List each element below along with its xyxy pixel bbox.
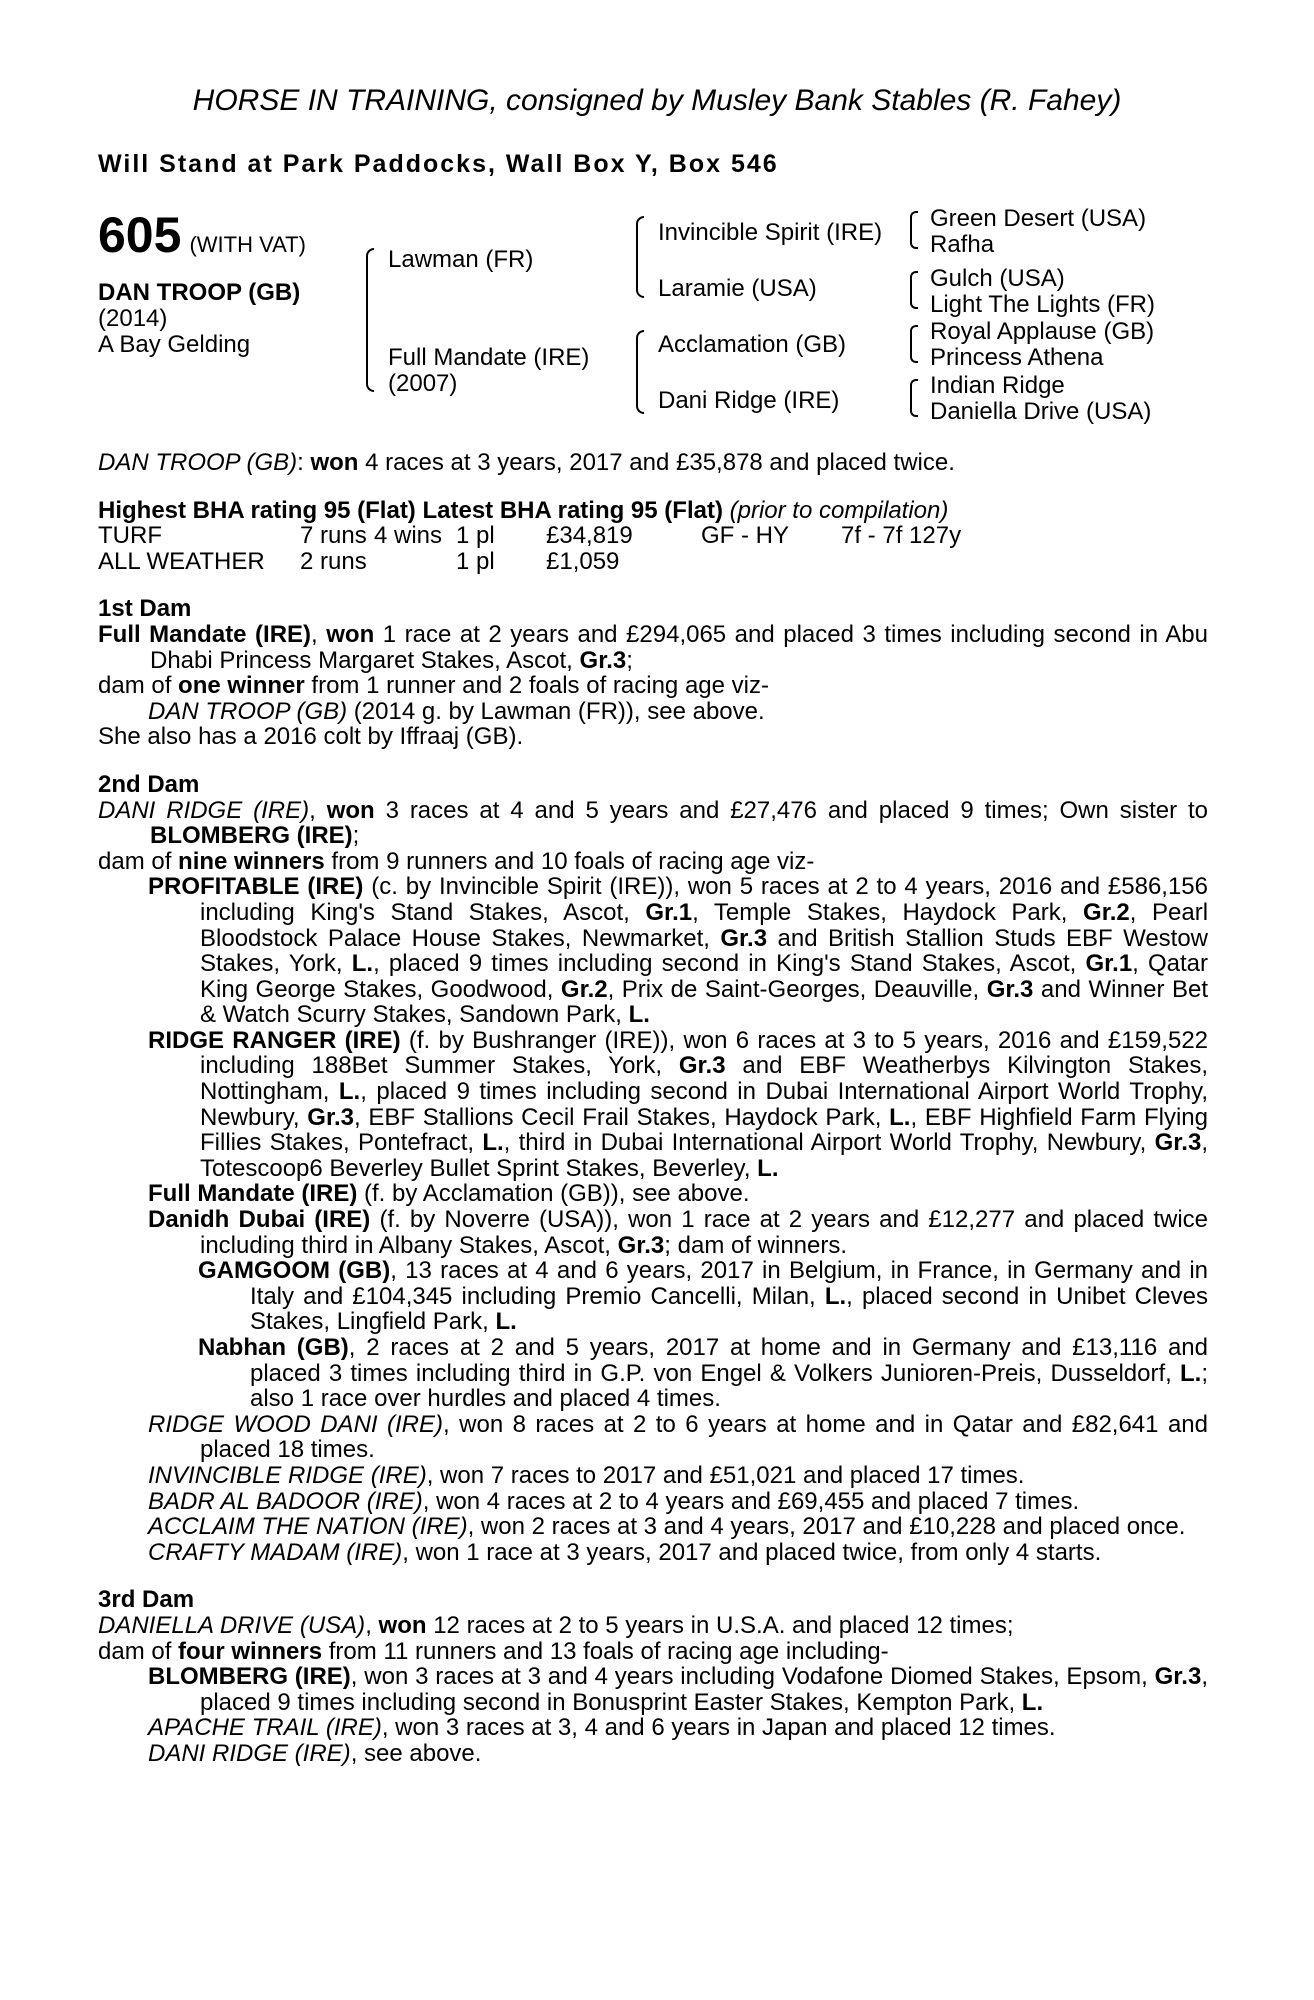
second-dam-record: DANI RIDGE (IRE), won 3 races at 4 and 5 years and £27,476 and placed 9 times; Own sister to BLOMBERG (IRE);	[98, 796, 1208, 850]
grandsire-2: Gulch (USA)	[930, 265, 1065, 292]
progeny-acclaim-the-nation: ACCLAIM THE NATION (IRE), won 2 races at 3 and 4 years, 2017 and £10,228 and placed once.	[148, 1513, 1186, 1541]
second-dam-heading: 2nd Dam	[98, 770, 200, 798]
progeny-apache-trail: APACHE TRAIL (IRE), won 3 races at 3, 4 and 6 years in Japan and placed 12 times.	[148, 1714, 1056, 1742]
third-dam-heading: 3rd Dam	[98, 1586, 195, 1614]
sire: Lawman (FR)	[388, 246, 534, 273]
pedigree-brace-6	[910, 325, 918, 363]
sire-dam: Laramie (USA)	[658, 275, 817, 302]
horse-description: A Bay Gelding	[98, 331, 251, 358]
grandsire-3: Royal Applause (GB)	[930, 318, 1155, 345]
progeny-blomberg: BLOMBERG (IRE), won 3 races at 3 and 4 years including Vodafone Diomed Stakes, Epsom, Gr.3, placed 9 times including second in Bonusprint Easter Stakes, Kempton Park, L.	[148, 1663, 1208, 1716]
dam-dam: Dani Ridge (IRE)	[658, 387, 840, 414]
turf-record: TURF 7 runs 4 wins 1 pl £34,819 GF - HY 7f - 7f 127y	[98, 522, 962, 550]
progeny-crafty-madam: CRAFTY MADAM (IRE), won 1 race at 3 years, 2017 and placed twice, from only 4 starts.	[148, 1538, 1102, 1566]
bha-ratings: Highest BHA rating 95 (Flat) Latest BHA rating 95 (Flat) (prior to compilation)	[98, 496, 949, 524]
catalogue-body	[98, 450, 1208, 1767]
pedigree-brace-4	[910, 211, 918, 249]
race-summary: DAN TROOP (GB): won 4 races at 3 years, 2017 and £35,878 and placed twice.	[98, 449, 955, 476]
first-dam-progeny: DAN TROOP (GB) (2014 g. by Lawman (FR)), see above.	[148, 697, 765, 725]
horse-year: (2014)	[98, 305, 168, 332]
stand-location: Will Stand at Park Paddocks, Wall Box Y, Box 546	[98, 150, 779, 178]
progeny-badr-al-badoor: BADR AL BADOOR (IRE), won 4 races at 2 to 4 years and £69,455 and placed 7 times.	[148, 1487, 1080, 1515]
progeny-gamgoom: GAMGOOM (GB), 13 races at 4 and 6 years, 2017 in Belgium, in France, in Germany and in Italy and £104,345 including Premio Cancelli, Milan, L., placed second in Unibet Cleves Stakes, Lingfield Park, L.	[198, 1257, 1209, 1336]
dam-sire: Acclamation (GB)	[658, 331, 847, 358]
progeny-profitable: PROFITABLE (IRE) (c. by Invincible Spirit (IRE)), won 5 races at 2 to 4 years, 2016 and £586,156 including King's Stand Stakes, Ascot, Gr.1, Temple Stakes, Haydock Park, Gr.2, Pearl Bloodstock Palace House Stakes, Newmarket, Gr.3 and British Stallion Studs EBF Westow Stakes, York, L., placed 9 times including second in King's Stand Stakes, Ascot, Gr.1, Qatar King George Stakes, Goodwood, Gr.2, Prix de Saint-Georges, Deauville, Gr.3 and Winner Bet & Watch Scurry Stakes, Sandown Park, L.	[148, 873, 1209, 1029]
progeny-ridge-ranger: RIDGE RANGER (IRE) (f. by Bushranger (IRE)), won 6 races at 3 to 5 years, 2016 and £159,522 including 188Bet Summer Stakes, York, Gr.3 and EBF Weatherbys Kilvington Stakes, Nottingham, L., placed 9 times including second in Dubai International Airport World Trophy, Newbury, Gr.3, EBF Stallions Cecil Frail Stakes, Haydock Park, L., EBF Highfield Farm Flying Fillies Stakes, Pontefract, L., third in Dubai International Airport World Trophy, Newbury, Gr.3, Totescoop6 Beverley Bullet Sprint Stakes, Beverley, L.	[148, 1026, 1209, 1182]
second-dam-produce: dam of nine winners from 9 runners and 10 foals of racing age viz-	[98, 847, 815, 875]
granddam-3: Princess Athena	[930, 344, 1104, 371]
progeny-danidh-dubai: Danidh Dubai (IRE) (f. by Noverre (USA)), won 1 race at 2 years and £12,277 and placed twice including third in Albany Stakes, Ascot, Gr.3; dam of winners.	[148, 1206, 1208, 1259]
dam: Full Mandate (IRE)	[388, 344, 590, 371]
pedigree-brace-7	[910, 379, 918, 417]
lot-number-value: 605	[98, 207, 182, 263]
first-dam-heading: 1st Dam	[98, 595, 192, 623]
pedigree-brace-1	[366, 248, 374, 392]
sire-sire: Invincible Spirit (IRE)	[658, 219, 883, 246]
horse-name: DAN TROOP (GB)	[98, 279, 301, 306]
first-dam-record: Full Mandate (IRE), won 1 race at 2 years and £294,065 and placed 3 times including second in Abu Dhabi Princess Margaret Stakes, Ascot, Gr.3;	[98, 620, 1208, 674]
third-dam-produce: dam of four winners from 11 runners and 13 foals of racing age including-	[98, 1637, 889, 1665]
progeny-nabhan: Nabhan (GB), 2 races at 2 and 5 years, 2017 at home and in Germany and £13,116 and placed 3 times including third in G.P. von Engel & Volkers Junioren-Preis, Dusseldorf, L.; also 1 race over hurdles and placed 4 times.	[198, 1334, 1208, 1413]
progeny-dani-ridge: DANI RIDGE (IRE), see above.	[148, 1739, 482, 1767]
granddam-1: Rafha	[930, 231, 995, 258]
page-title: HORSE IN TRAINING, consigned by Musley Bank Stables (R. Fahey)	[192, 84, 1122, 117]
third-dam-record: DANIELLA DRIVE (USA), won 12 races at 2 to 5 years in U.S.A. and placed 12 times;	[98, 1611, 1014, 1639]
first-dam-produce: dam of one winner from 1 runner and 2 foals of racing age viz-	[98, 672, 769, 700]
granddam-2: Light The Lights (FR)	[930, 291, 1155, 318]
grandsire-4: Indian Ridge	[930, 372, 1065, 399]
vat-label: (WITH VAT)	[189, 232, 306, 257]
grandsire-1: Green Desert (USA)	[930, 205, 1147, 232]
dam-year: (2007)	[388, 370, 458, 397]
pedigree-brace-5	[910, 271, 918, 309]
all-weather-record: ALL WEATHER 2 runs 1 pl £1,059	[98, 547, 620, 575]
pedigree-brace-3	[636, 330, 644, 414]
progeny-ridge-wood-dani: RIDGE WOOD DANI (IRE), won 8 races at 2 to 6 years at home and in Qatar and £82,641 and placed 18 times.	[148, 1410, 1208, 1464]
progeny-full-mandate: Full Mandate (IRE) (f. by Acclamation (GB)), see above.	[148, 1180, 750, 1208]
lot-number	[98, 206, 306, 264]
pedigree-brace-2	[636, 216, 644, 298]
progeny-invincible-ridge: INVINCIBLE RIDGE (IRE), won 7 races to 2017 and £51,021 and placed 17 times.	[148, 1461, 1025, 1489]
granddam-4: Daniella Drive (USA)	[930, 398, 1152, 425]
first-dam-note: She also has a 2016 colt by Iffraaj (GB).	[98, 723, 524, 751]
